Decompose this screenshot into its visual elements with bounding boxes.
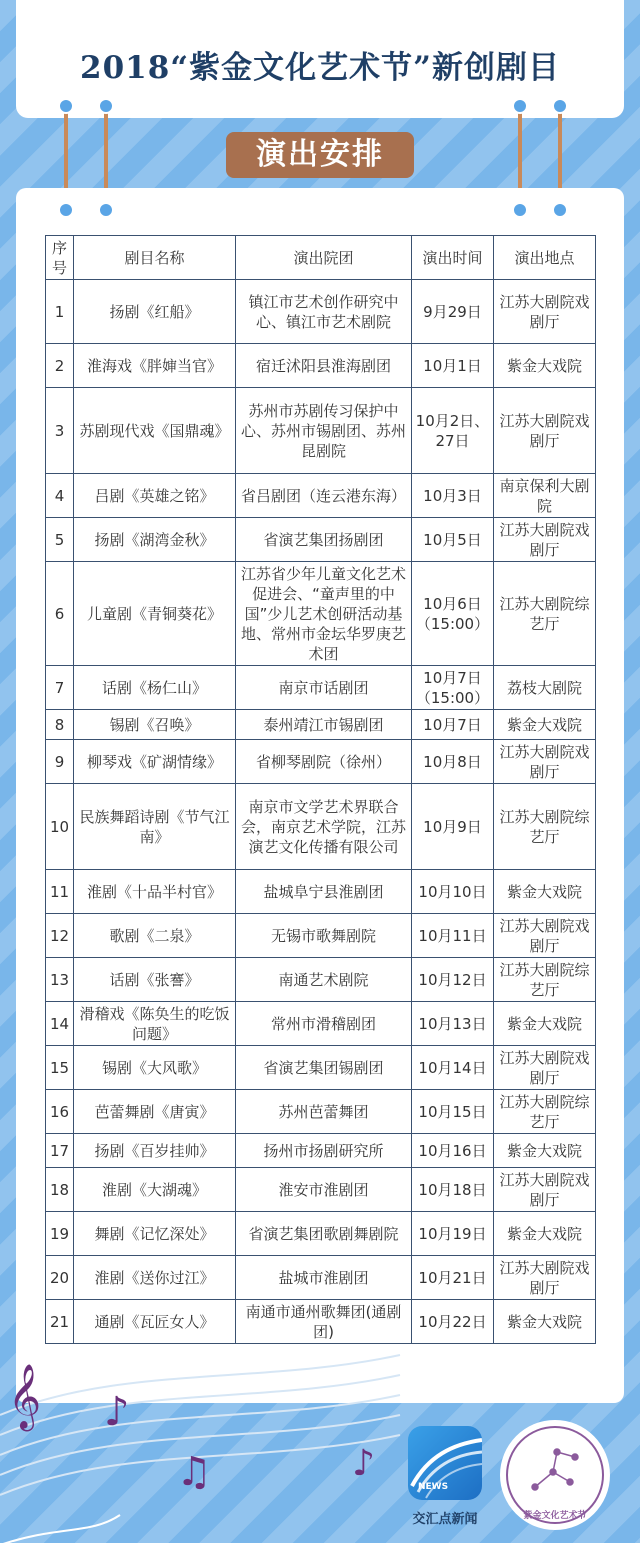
cell-troupe: 宿迁沭阳县淮海剧团	[236, 344, 412, 388]
cell-time: 10月3日	[412, 474, 494, 518]
cell-no: 9	[46, 740, 74, 784]
cell-time: 10月14日	[412, 1046, 494, 1090]
cell-troupe: 省吕剧团（连云港东海）	[236, 474, 412, 518]
jiaohuidian-news-logo	[404, 1420, 486, 1538]
cell-venue: 紫金大戏院	[494, 1134, 596, 1168]
col-header-troupe: 演出院团	[236, 236, 412, 280]
cell-troupe: 苏州芭蕾舞团	[236, 1090, 412, 1134]
cell-no: 20	[46, 1256, 74, 1300]
cell-time: 10月19日	[412, 1212, 494, 1256]
cell-time: 10月15日	[412, 1090, 494, 1134]
table-row	[46, 388, 596, 474]
cell-no: 11	[46, 870, 74, 914]
col-header-venue: 演出地点	[494, 236, 596, 280]
cell-no: 18	[46, 1168, 74, 1212]
cell-troupe: 淮安市淮剧团	[236, 1168, 412, 1212]
cell-time: 10月7日	[412, 710, 494, 740]
cell-name: 扬剧《湖湾金秋》	[74, 518, 236, 562]
cell-name: 淮剧《十品半村官》	[74, 870, 236, 914]
cell-no: 1	[46, 280, 74, 344]
cell-name: 苏剧现代戏《国鼎魂》	[74, 388, 236, 474]
peg-dot	[512, 98, 528, 114]
cell-troupe: 省演艺集团歌剧舞剧院	[236, 1212, 412, 1256]
cell-name: 民族舞蹈诗剧《节气江南》	[74, 784, 236, 870]
cell-troupe: 省演艺集团锡剧团	[236, 1046, 412, 1090]
treble-clef-icon: 𝄞	[8, 1364, 42, 1429]
cell-name: 锡剧《召唤》	[74, 710, 236, 740]
cell-name: 滑稽戏《陈奂生的吃饭问题》	[74, 1002, 236, 1046]
cell-no: 2	[46, 344, 74, 388]
cell-venue: 紫金大戏院	[494, 870, 596, 914]
cell-troupe: 苏州市苏剧传习保护中心、苏州市锡剧团、苏州昆剧院	[236, 388, 412, 474]
table-row	[46, 870, 596, 914]
cell-name: 舞剧《记忆深处》	[74, 1212, 236, 1256]
cell-venue: 南京保利大剧院	[494, 474, 596, 518]
cell-time: 10月16日	[412, 1134, 494, 1168]
cell-no: 8	[46, 710, 74, 740]
table-row	[46, 666, 596, 710]
festival-logo	[500, 1420, 610, 1530]
cell-venue: 江苏大剧院综艺厅	[494, 784, 596, 870]
cell-venue: 江苏大剧院戏剧厅	[494, 518, 596, 562]
news-caption: 交汇点新闻	[412, 1512, 478, 1527]
table-row	[46, 1134, 596, 1168]
cell-name: 柳琴戏《矿湖情缘》	[74, 740, 236, 784]
cell-troupe: 无锡市歌舞剧院	[236, 914, 412, 958]
cell-time: 10月12日	[412, 958, 494, 1002]
table-row	[46, 1168, 596, 1212]
peg-dot	[98, 202, 114, 218]
cell-troupe: 南通艺术剧院	[236, 958, 412, 1002]
table-row	[46, 518, 596, 562]
table-row	[46, 1090, 596, 1134]
cell-name: 吕剧《英雄之铭》	[74, 474, 236, 518]
news-app-icon	[408, 1426, 482, 1500]
cell-name: 话剧《杨仁山》	[74, 666, 236, 710]
schedule-table	[45, 235, 596, 1344]
table-row	[46, 784, 596, 870]
peg-dot	[552, 98, 568, 114]
cell-name: 淮海戏《胖婶当官》	[74, 344, 236, 388]
cell-no: 17	[46, 1134, 74, 1168]
cell-time: 10月13日	[412, 1002, 494, 1046]
table-row	[46, 740, 596, 784]
cell-troupe: 省演艺集团扬剧团	[236, 518, 412, 562]
cell-no: 7	[46, 666, 74, 710]
col-header-no: 序号	[46, 236, 74, 280]
cell-name: 锡剧《大风歌》	[74, 1046, 236, 1090]
cell-venue: 江苏大剧院戏剧厅	[494, 1168, 596, 1212]
table-row	[46, 474, 596, 518]
cell-venue: 江苏大剧院戏剧厅	[494, 1046, 596, 1090]
cell-no: 14	[46, 1002, 74, 1046]
cell-no: 10	[46, 784, 74, 870]
music-note-icon: ♪	[104, 1389, 130, 1435]
table-row	[46, 1256, 596, 1300]
cell-no: 21	[46, 1300, 74, 1344]
cell-name: 扬剧《百岁挂帅》	[74, 1134, 236, 1168]
cell-venue: 荔枝大剧院	[494, 666, 596, 710]
cell-time: 10月5日	[412, 518, 494, 562]
cell-venue: 江苏大剧院综艺厅	[494, 958, 596, 1002]
page-title: 2018“紫金文化艺术节”新创剧目	[80, 50, 560, 86]
cell-name: 淮剧《大湖魂》	[74, 1168, 236, 1212]
table-row	[46, 1300, 596, 1344]
table-row	[46, 1002, 596, 1046]
table-header-row	[46, 236, 596, 280]
cell-no: 12	[46, 914, 74, 958]
cell-troupe: 盐城阜宁县淮剧团	[236, 870, 412, 914]
cell-venue: 江苏大剧院综艺厅	[494, 1090, 596, 1134]
peg-dot	[98, 98, 114, 114]
cell-troupe: 镇江市艺术创作研究中心、镇江市艺术剧院	[236, 280, 412, 344]
cell-troupe: 南通市通州歌舞团(通剧团)	[236, 1300, 412, 1344]
cell-no: 16	[46, 1090, 74, 1134]
cell-venue: 江苏大剧院戏剧厅	[494, 914, 596, 958]
cell-name: 歌剧《二泉》	[74, 914, 236, 958]
cell-troupe: 江苏省少年儿童文化艺术促进会、“童声里的中国”少儿艺术创研活动基地、常州市金坛华罗庚艺术团	[236, 562, 412, 666]
cell-venue: 紫金大戏院	[494, 1212, 596, 1256]
table-row	[46, 958, 596, 1002]
table-row	[46, 914, 596, 958]
news-label: NEWS	[418, 1482, 449, 1492]
cell-no: 6	[46, 562, 74, 666]
cell-venue: 紫金大戏院	[494, 1300, 596, 1344]
cell-venue: 紫金大戏院	[494, 1002, 596, 1046]
table-row	[46, 344, 596, 388]
cell-no: 4	[46, 474, 74, 518]
table-row	[46, 710, 596, 740]
cell-troupe: 泰州靖江市锡剧团	[236, 710, 412, 740]
cell-name: 话剧《张謇》	[74, 958, 236, 1002]
table-row	[46, 1212, 596, 1256]
section-badge: 演出安排	[226, 132, 414, 178]
cell-name: 淮剧《送你过江》	[74, 1256, 236, 1300]
cell-time: 10月10日	[412, 870, 494, 914]
peg-dot	[512, 202, 528, 218]
cell-venue: 江苏大剧院综艺厅	[494, 562, 596, 666]
cell-time: 10月11日	[412, 914, 494, 958]
cell-venue: 江苏大剧院戏剧厅	[494, 1256, 596, 1300]
peg-dot	[58, 202, 74, 218]
cell-time: 10月18日	[412, 1168, 494, 1212]
cell-venue: 江苏大剧院戏剧厅	[494, 280, 596, 344]
table-body	[46, 280, 596, 1344]
music-note-icon: ♫	[176, 1449, 212, 1495]
cell-venue: 紫金大戏院	[494, 344, 596, 388]
cell-no: 3	[46, 388, 74, 474]
cell-troupe: 南京市文学艺术界联合会，南京艺术学院，江苏演艺文化传播有限公司	[236, 784, 412, 870]
peg-dot	[58, 98, 74, 114]
cell-time: 10月21日	[412, 1256, 494, 1300]
table-row	[46, 280, 596, 344]
peg-dot	[552, 202, 568, 218]
cell-troupe: 省柳琴剧院（徐州）	[236, 740, 412, 784]
cell-no: 15	[46, 1046, 74, 1090]
cell-no: 19	[46, 1212, 74, 1256]
cell-time: 10月7日（15:00）	[412, 666, 494, 710]
staff-line	[0, 1515, 120, 1543]
cell-time: 10月8日	[412, 740, 494, 784]
festival-logo-text: 紫金文化艺术节	[523, 1511, 587, 1521]
table-row	[46, 562, 596, 666]
cell-time: 10月6日（15:00）	[412, 562, 494, 666]
cell-time: 10月22日	[412, 1300, 494, 1344]
cell-troupe: 盐城市淮剧团	[236, 1256, 412, 1300]
cell-troupe: 扬州市扬剧研究所	[236, 1134, 412, 1168]
cell-name: 通剧《瓦匠女人》	[74, 1300, 236, 1344]
music-note-icon: ♪	[352, 1443, 375, 1484]
cell-venue: 江苏大剧院戏剧厅	[494, 740, 596, 784]
col-header-name: 剧目名称	[74, 236, 236, 280]
cell-name: 扬剧《红船》	[74, 280, 236, 344]
cell-time: 10月2日、27日	[412, 388, 494, 474]
col-header-time: 演出时间	[412, 236, 494, 280]
cell-no: 13	[46, 958, 74, 1002]
cell-troupe: 南京市话剧团	[236, 666, 412, 710]
cell-time: 10月1日	[412, 344, 494, 388]
cell-name: 芭蕾舞剧《唐寅》	[74, 1090, 236, 1134]
table-row	[46, 1046, 596, 1090]
cell-no: 5	[46, 518, 74, 562]
cell-time: 10月9日	[412, 784, 494, 870]
cell-time: 9月29日	[412, 280, 494, 344]
cell-troupe: 常州市滑稽剧团	[236, 1002, 412, 1046]
constellation-icon	[525, 1442, 585, 1502]
cell-name: 儿童剧《青铜葵花》	[74, 562, 236, 666]
cell-venue: 紫金大戏院	[494, 710, 596, 740]
cell-venue: 江苏大剧院戏剧厅	[494, 388, 596, 474]
